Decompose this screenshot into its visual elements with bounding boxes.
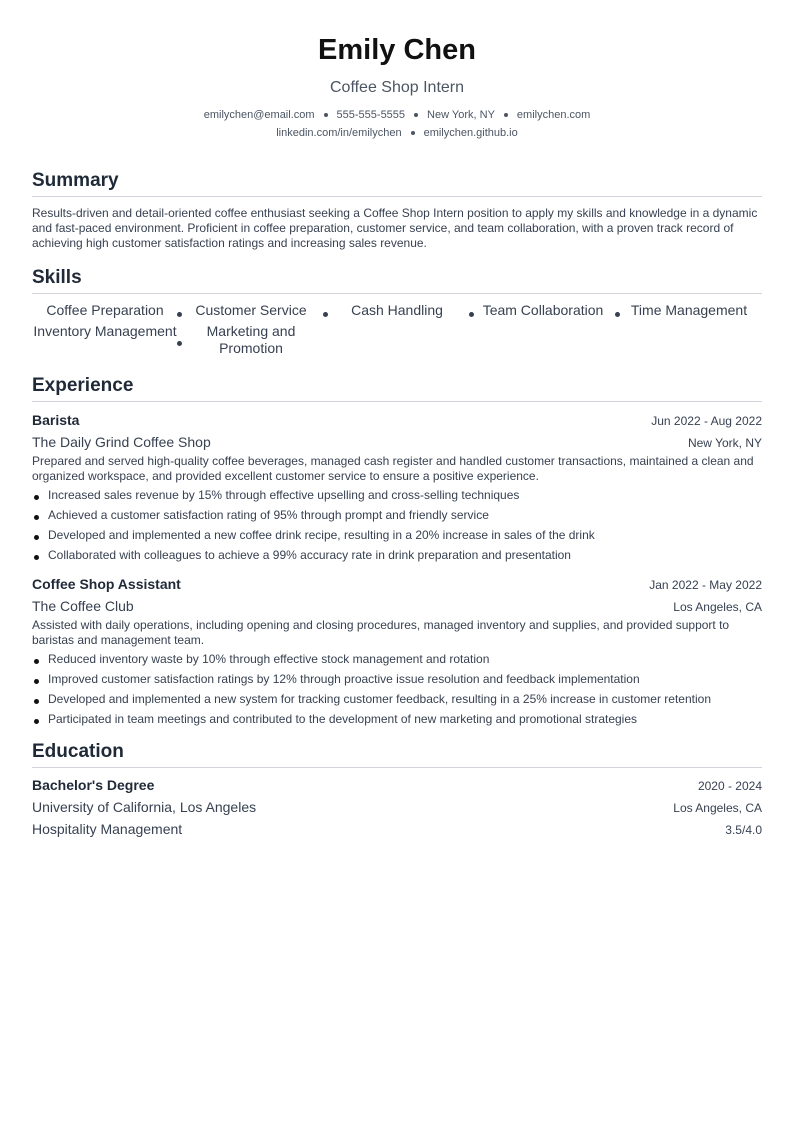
skill-item [32,302,178,319]
list-item [32,528,762,543]
bullet-icon [34,719,39,724]
list-item [32,712,762,727]
experience-entry [32,575,762,727]
skill-item [178,302,324,319]
contact-linkedin[interactable]: linkedin.com/in/emilychen [276,127,402,139]
school-location: Los Angeles, CA [673,801,762,815]
experience-entry [32,411,762,563]
achievement-text: Achieved a customer satisfaction rating of 95% through prompt and friendly service [48,508,489,522]
summary-text: Results-driven and detail-oriented coffee enthusiast seeking a Coffee Shop Intern position to apply my skills and knowledge in a dynamic and fast-paced environment. Proficient in coffee preparation, customer service, and team collaboration, with a proven track record of achieving high customer satisfaction ratings and increasing sales revenue. [32,206,758,250]
contact-phone[interactable]: 555-555-5555 [336,109,406,121]
job-description: Assisted with daily operations, including opening and closing procedures, managed inventory and supplies, and provided support to baristas and management team. [32,618,730,647]
list-item [32,692,762,707]
job-dates: Jan 2022 - May 2022 [649,578,762,592]
separator-dot [414,113,418,117]
summary-heading: Summary [32,170,762,197]
achievement-text: Reduced inventory waste by 10% through effective stock management and rotation [48,652,490,666]
skill-item [616,302,762,319]
bullet-icon [34,699,39,704]
bullet-icon [34,535,39,540]
experience-heading: Experience [32,375,762,402]
school-name: University of California, Los Angeles [32,799,257,815]
job-location: Los Angeles, CA [673,600,762,614]
bullet-icon [34,555,39,560]
resume-page [32,0,762,839]
skill-item [324,302,470,319]
contact-github[interactable]: emilychen.github.io [423,127,518,139]
skill-item [178,323,324,357]
contact-location: New York, NY [427,109,495,121]
skill-label: Time Management [630,302,748,318]
skill-item [32,323,178,357]
job-company: The Coffee Club [32,598,134,614]
bullet-icon [34,679,39,684]
skill-label: Cash Handling [351,302,443,318]
achievement-text: Developed and implemented a new coffee drink recipe, resulting in a 20% increase in sales of the drink [48,528,595,542]
skill-label: Team Collaboration [482,302,604,318]
skills-list [32,302,762,357]
skill-label: Inventory Management [33,323,177,339]
list-item [32,672,762,687]
list-item [32,508,762,523]
job-location: New York, NY [687,436,762,450]
degree: Bachelor's Degree [32,777,155,793]
list-item [32,652,762,667]
achievement-text: Collaborated with colleagues to achieve a 99% accuracy rate in drink preparation and presentation [48,548,571,562]
job-role: Coffee Shop Assistant [32,576,181,592]
skill-item [470,302,616,319]
separator-dot [324,113,328,117]
separator-dot [504,113,508,117]
candidate-title: Coffee Shop Intern [329,79,465,96]
contact-email[interactable]: emilychen@email.com [203,109,315,121]
skill-label: Marketing and Promotion [206,323,296,356]
achievement-text: Participated in team meetings and contributed to the development of new marketing and promotional strategies [48,712,638,726]
education-entry [32,776,762,839]
education-dates: 2020 - 2024 [697,779,762,793]
bullet-icon [34,495,39,500]
achievement-text: Increased sales revenue by 15% through effective upselling and cross-selling techniques [48,488,520,502]
resume-header [32,34,762,140]
skill-label: Customer Service [195,302,307,318]
achievement-text: Improved customer satisfaction ratings by 12% through proactive issue resolution and feedback implementation [48,672,640,686]
contact-row-secondary [32,126,762,140]
gpa: 3.5/4.0 [725,823,762,837]
job-dates: Jun 2022 - Aug 2022 [651,414,762,428]
job-company: The Daily Grind Coffee Shop [32,434,211,450]
skill-label: Coffee Preparation [46,302,164,318]
job-achievements [32,652,762,727]
job-description: Prepared and served high-quality coffee beverages, managed cash register and handled customer transactions, maintained a clean and organized workspace, and provided excellent customer service to ensure a positive experience. [32,454,754,483]
job-achievements [32,488,762,563]
contact-row-primary [32,108,762,122]
contact-website[interactable]: emilychen.com [516,109,591,121]
list-item [32,548,762,563]
education-heading: Education [32,741,762,768]
bullet-icon [34,659,39,664]
skills-heading: Skills [32,267,762,294]
field-of-study: Hospitality Management [32,821,183,837]
candidate-name: Emily Chen [318,34,476,66]
achievement-text: Developed and implemented a new system for tracking customer feedback, resulting in a 25% increase in customer retention [48,692,712,706]
separator-dot [411,131,415,135]
bullet-icon [34,515,39,520]
job-role: Barista [32,412,80,428]
list-item [32,488,762,503]
